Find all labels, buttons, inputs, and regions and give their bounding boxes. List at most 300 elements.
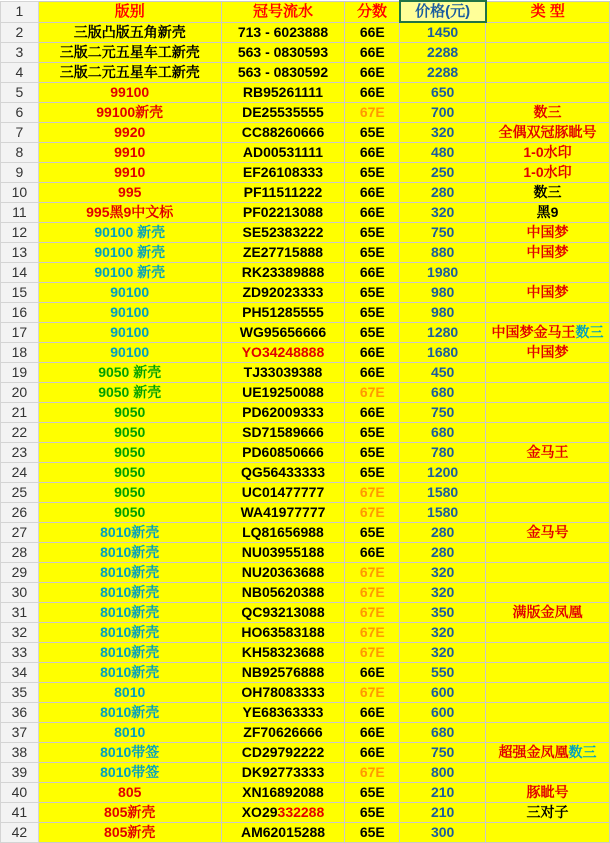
cell-score[interactable]: 67E — [345, 643, 400, 663]
cell-score[interactable]: 65E — [345, 823, 400, 843]
cell-version[interactable]: 9050 — [38, 403, 221, 423]
cell-version[interactable]: 9050 — [38, 443, 221, 463]
cell-price[interactable]: 280 — [400, 523, 486, 543]
cell-type[interactable] — [486, 22, 610, 43]
row-number[interactable]: 35 — [1, 683, 39, 703]
header-row — [1, 1, 610, 22]
cell-price[interactable]: 350 — [400, 603, 486, 623]
table-row — [1, 403, 610, 423]
type-label: 数三 — [533, 104, 562, 120]
type-label: 金马王 — [526, 444, 569, 460]
row-number[interactable]: 34 — [1, 663, 39, 683]
cell-version[interactable]: 90100 新壳 — [38, 243, 221, 263]
row-number[interactable]: 18 — [1, 343, 39, 363]
cell-score[interactable]: 67E — [345, 583, 400, 603]
cell-version[interactable]: 8010新壳 — [38, 543, 221, 563]
cell-score[interactable]: 65E — [345, 423, 400, 443]
cell-price[interactable]: 600 — [400, 703, 486, 723]
cell-serial[interactable]: QC93213088 — [221, 603, 345, 623]
cell-serial[interactable]: SE52383222 — [221, 223, 345, 243]
cell-version[interactable]: 90100 新壳 — [38, 263, 221, 283]
cell-type[interactable] — [486, 443, 610, 463]
cell-score[interactable]: 65E — [345, 163, 400, 183]
table-row — [1, 643, 610, 663]
cell-type[interactable] — [486, 743, 610, 763]
header-score[interactable]: 分数 — [345, 1, 400, 22]
table-row — [1, 223, 610, 243]
cell-serial[interactable]: ZF70626666 — [221, 723, 345, 743]
cell-score[interactable]: 65E — [345, 803, 400, 823]
serial-prefix: XO29 — [241, 804, 278, 820]
row-number[interactable]: 14 — [1, 263, 39, 283]
cell-serial[interactable]: 713 - 6023888 — [221, 22, 345, 43]
cell-version[interactable]: 805 — [38, 783, 221, 803]
cell-version[interactable]: 9050 — [38, 503, 221, 523]
table-row — [1, 623, 610, 643]
row-number[interactable]: 39 — [1, 763, 39, 783]
cell-price[interactable]: 320 — [400, 203, 486, 223]
row-number[interactable]: 31 — [1, 603, 39, 623]
cell-serial[interactable]: WG95656666 — [221, 323, 345, 343]
cell-score[interactable]: 65E — [345, 243, 400, 263]
table-row — [1, 363, 610, 383]
cell-serial[interactable]: CD29792222 — [221, 743, 345, 763]
cell-version[interactable]: 8010新壳 — [38, 663, 221, 683]
cell-score[interactable]: 67E — [345, 383, 400, 403]
header-type[interactable]: 类 型 — [486, 1, 610, 22]
cell-score[interactable]: 66E — [345, 83, 400, 103]
cell-price[interactable]: 480 — [400, 143, 486, 163]
cell-version[interactable]: 9050 新壳 — [38, 383, 221, 403]
row-number[interactable]: 32 — [1, 623, 39, 643]
table-row — [1, 83, 610, 103]
cell-price[interactable]: 780 — [400, 443, 486, 463]
cell-serial[interactable]: PH51285555 — [221, 303, 345, 323]
cell-serial[interactable] — [221, 803, 345, 823]
row-number[interactable]: 4 — [1, 63, 39, 83]
cell-serial[interactable]: AM62015288 — [221, 823, 345, 843]
row-number[interactable]: 1 — [1, 1, 39, 22]
cell-serial[interactable]: RB95261111 — [221, 83, 345, 103]
cell-version[interactable]: 9050 — [38, 423, 221, 443]
cell-version[interactable]: 8010新壳 — [38, 643, 221, 663]
type-label: 三对子 — [526, 804, 569, 820]
row-number[interactable]: 7 — [1, 123, 39, 143]
cell-score[interactable]: 65E — [345, 443, 400, 463]
cell-price[interactable]: 750 — [400, 223, 486, 243]
cell-score[interactable]: 65E — [345, 463, 400, 483]
cell-score[interactable]: 66E — [345, 43, 400, 63]
cell-price[interactable]: 320 — [400, 583, 486, 603]
cell-score[interactable]: 67E — [345, 483, 400, 503]
cell-score[interactable]: 67E — [345, 563, 400, 583]
cell-price[interactable]: 680 — [400, 723, 486, 743]
cell-price[interactable]: 750 — [400, 403, 486, 423]
cell-price[interactable]: 680 — [400, 383, 486, 403]
table-row — [1, 423, 610, 443]
cell-type[interactable] — [486, 143, 610, 163]
cell-version[interactable]: 90100 — [38, 303, 221, 323]
cell-score[interactable]: 67E — [345, 603, 400, 623]
cell-version[interactable]: 9050 新壳 — [38, 363, 221, 383]
type-label: 中国梦 — [526, 244, 569, 260]
cell-type[interactable] — [486, 683, 610, 703]
cell-score[interactable]: 66E — [345, 543, 400, 563]
cell-type[interactable] — [486, 523, 610, 543]
cell-serial[interactable]: DE25535555 — [221, 103, 345, 123]
cell-score[interactable]: 66E — [345, 183, 400, 203]
cell-score[interactable]: 66E — [345, 363, 400, 383]
row-number[interactable]: 36 — [1, 703, 39, 723]
row-number[interactable]: 24 — [1, 463, 39, 483]
cell-price[interactable]: 450 — [400, 363, 486, 383]
cell-serial[interactable]: DK92773333 — [221, 763, 345, 783]
cell-version[interactable]: 8010新壳 — [38, 583, 221, 603]
table-row — [1, 22, 610, 43]
cell-version[interactable]: 99100 — [38, 83, 221, 103]
cell-version[interactable]: 99100新壳 — [38, 103, 221, 123]
row-number[interactable]: 41 — [1, 803, 39, 823]
cell-serial[interactable]: QG56433333 — [221, 463, 345, 483]
cell-version[interactable]: 995黑9中文标 — [38, 203, 221, 223]
cell-score[interactable]: 66E — [345, 22, 400, 43]
cell-serial[interactable]: AD00531111 — [221, 143, 345, 163]
cell-version[interactable]: 8010 — [38, 683, 221, 703]
cell-version[interactable]: 9920 — [38, 123, 221, 143]
cell-price[interactable]: 1450 — [400, 22, 486, 43]
row-number[interactable]: 3 — [1, 43, 39, 63]
cell-version[interactable]: 90100 — [38, 343, 221, 363]
cell-score[interactable]: 65E — [345, 283, 400, 303]
table-row — [1, 263, 610, 283]
table-row — [1, 343, 610, 363]
table-row — [1, 463, 610, 483]
cell-price[interactable]: 320 — [400, 623, 486, 643]
cell-price[interactable]: 1580 — [400, 503, 486, 523]
cell-price[interactable]: 210 — [400, 803, 486, 823]
cell-serial[interactable]: LQ81656988 — [221, 523, 345, 543]
cell-type[interactable] — [486, 303, 610, 323]
cell-type[interactable] — [486, 663, 610, 683]
cell-score[interactable]: 66E — [345, 343, 400, 363]
table-row — [1, 543, 610, 563]
cell-price[interactable]: 320 — [400, 643, 486, 663]
type-label: 全偶双冠豚眦号 — [498, 124, 597, 140]
cell-type[interactable] — [486, 503, 610, 523]
cell-version[interactable]: 三版凸版五角新壳 — [38, 22, 221, 43]
row-number[interactable]: 27 — [1, 523, 39, 543]
cell-price[interactable]: 750 — [400, 743, 486, 763]
cell-serial[interactable]: WA41977777 — [221, 503, 345, 523]
row-number[interactable]: 21 — [1, 403, 39, 423]
row-number[interactable]: 22 — [1, 423, 39, 443]
table-row — [1, 783, 610, 803]
row-number[interactable]: 11 — [1, 203, 39, 223]
cell-serial[interactable]: PF11511222 — [221, 183, 345, 203]
row-number[interactable]: 33 — [1, 643, 39, 663]
type-label: 金马号 — [526, 524, 569, 540]
row-number[interactable]: 25 — [1, 483, 39, 503]
header-serial[interactable]: 冠号流水 — [221, 1, 345, 22]
cell-version[interactable]: 805新壳 — [38, 803, 221, 823]
cell-version[interactable]: 8010新壳 — [38, 603, 221, 623]
cell-version[interactable]: 三版二元五星车工新壳 — [38, 63, 221, 83]
cell-type[interactable] — [486, 603, 610, 623]
cell-version[interactable]: 9910 — [38, 143, 221, 163]
cell-price[interactable]: 650 — [400, 83, 486, 103]
cell-score[interactable]: 65E — [345, 223, 400, 243]
table-row — [1, 723, 610, 743]
cell-version[interactable]: 805新壳 — [38, 823, 221, 843]
table-row — [1, 323, 610, 343]
cell-type[interactable] — [486, 103, 610, 123]
row-number[interactable]: 26 — [1, 503, 39, 523]
cell-type[interactable] — [486, 243, 610, 263]
row-number[interactable]: 5 — [1, 83, 39, 103]
cell-type[interactable] — [486, 383, 610, 403]
cell-score[interactable]: 65E — [345, 783, 400, 803]
cell-score[interactable]: 66E — [345, 743, 400, 763]
row-number[interactable]: 17 — [1, 323, 39, 343]
table-row — [1, 803, 610, 823]
row-number[interactable]: 40 — [1, 783, 39, 803]
cell-serial[interactable]: KH58323688 — [221, 643, 345, 663]
cell-serial[interactable]: HO63583188 — [221, 623, 345, 643]
cell-score[interactable]: 67E — [345, 683, 400, 703]
cell-version[interactable]: 90100 新壳 — [38, 223, 221, 243]
header-price[interactable]: 价格(元) — [400, 1, 486, 22]
cell-serial[interactable]: EF26108333 — [221, 163, 345, 183]
cell-serial[interactable]: CC88260666 — [221, 123, 345, 143]
type-label: 数三 — [575, 324, 604, 340]
row-number[interactable]: 12 — [1, 223, 39, 243]
cell-price[interactable]: 600 — [400, 683, 486, 703]
row-number[interactable]: 37 — [1, 723, 39, 743]
cell-price[interactable]: 320 — [400, 563, 486, 583]
cell-type[interactable] — [486, 763, 610, 783]
cell-type[interactable] — [486, 643, 610, 663]
cell-type[interactable] — [486, 723, 610, 743]
cell-price[interactable]: 680 — [400, 423, 486, 443]
row-number[interactable]: 23 — [1, 443, 39, 463]
cell-serial[interactable]: UC01477777 — [221, 483, 345, 503]
cell-serial[interactable]: PF02213088 — [221, 203, 345, 223]
table-row — [1, 683, 610, 703]
cell-price[interactable]: 2288 — [400, 43, 486, 63]
cell-serial[interactable]: 563 - 0830593 — [221, 43, 345, 63]
cell-price[interactable]: 2288 — [400, 63, 486, 83]
row-number[interactable]: 2 — [1, 22, 39, 43]
cell-serial[interactable]: NB05620388 — [221, 583, 345, 603]
table-row — [1, 443, 610, 463]
cell-version[interactable]: 8010 — [38, 723, 221, 743]
cell-score[interactable]: 67E — [345, 623, 400, 643]
cell-version[interactable]: 三版二元五星车工新壳 — [38, 43, 221, 63]
cell-serial[interactable]: OH78083333 — [221, 683, 345, 703]
cell-price[interactable]: 980 — [400, 303, 486, 323]
cell-type[interactable] — [486, 323, 610, 343]
table-row — [1, 123, 610, 143]
cell-serial[interactable]: RK23389888 — [221, 263, 345, 283]
cell-version[interactable]: 8010新壳 — [38, 623, 221, 643]
cell-price[interactable]: 880 — [400, 243, 486, 263]
cell-score[interactable]: 65E — [345, 323, 400, 343]
cell-price[interactable]: 1980 — [400, 263, 486, 283]
cell-price[interactable]: 1280 — [400, 323, 486, 343]
cell-score[interactable]: 65E — [345, 523, 400, 543]
cell-price[interactable]: 800 — [400, 763, 486, 783]
cell-score[interactable]: 67E — [345, 503, 400, 523]
cell-type[interactable] — [486, 583, 610, 603]
cell-score[interactable]: 66E — [345, 203, 400, 223]
cell-score[interactable]: 66E — [345, 403, 400, 423]
cell-price[interactable]: 320 — [400, 123, 486, 143]
cell-price[interactable]: 280 — [400, 183, 486, 203]
table-row — [1, 163, 610, 183]
cell-price[interactable]: 550 — [400, 663, 486, 683]
table-row — [1, 243, 610, 263]
type-label: 中国梦 — [526, 224, 569, 240]
table-row — [1, 63, 610, 83]
row-number[interactable]: 30 — [1, 583, 39, 603]
cell-type[interactable] — [486, 803, 610, 823]
table-row — [1, 483, 610, 503]
cell-serial[interactable]: YO34248888 — [221, 343, 345, 363]
cell-version[interactable]: 9910 — [38, 163, 221, 183]
cell-version[interactable]: 8010新壳 — [38, 563, 221, 583]
header-version[interactable]: 版别 — [38, 1, 221, 22]
type-label: 1-0水印 — [523, 144, 572, 160]
table-row — [1, 823, 610, 843]
cell-price[interactable]: 980 — [400, 283, 486, 303]
cell-serial[interactable]: NB92576888 — [221, 663, 345, 683]
cell-version[interactable]: 8010新壳 — [38, 703, 221, 723]
cell-serial[interactable]: PD60850666 — [221, 443, 345, 463]
row-number[interactable]: 28 — [1, 543, 39, 563]
row-number[interactable]: 42 — [1, 823, 39, 843]
cell-version[interactable]: 995 — [38, 183, 221, 203]
table-row — [1, 503, 610, 523]
row-number[interactable]: 16 — [1, 303, 39, 323]
cell-type[interactable] — [486, 703, 610, 723]
type-label: 豚眦号 — [526, 784, 569, 800]
cell-serial[interactable]: ZD92023333 — [221, 283, 345, 303]
cell-price[interactable]: 250 — [400, 163, 486, 183]
cell-type[interactable] — [486, 283, 610, 303]
cell-version[interactable]: 9050 — [38, 483, 221, 503]
cell-serial[interactable]: 563 - 0830592 — [221, 63, 345, 83]
cell-type[interactable] — [486, 343, 610, 363]
cell-score[interactable]: 66E — [345, 63, 400, 83]
cell-score[interactable]: 66E — [345, 143, 400, 163]
cell-price[interactable]: 210 — [400, 783, 486, 803]
cell-type[interactable] — [486, 123, 610, 143]
cell-version[interactable]: 9050 — [38, 463, 221, 483]
type-label: 数三 — [533, 184, 562, 200]
cell-type[interactable] — [486, 783, 610, 803]
cell-version[interactable]: 8010新壳 — [38, 523, 221, 543]
cell-serial[interactable]: YE68363333 — [221, 703, 345, 723]
cell-version[interactable]: 90100 — [38, 323, 221, 343]
row-number[interactable]: 29 — [1, 563, 39, 583]
table-row — [1, 763, 610, 783]
cell-type[interactable] — [486, 263, 610, 283]
cell-type[interactable] — [486, 63, 610, 83]
cell-type[interactable] — [486, 183, 610, 203]
cell-type[interactable] — [486, 623, 610, 643]
cell-score[interactable]: 65E — [345, 303, 400, 323]
row-number[interactable]: 20 — [1, 383, 39, 403]
cell-type[interactable] — [486, 223, 610, 243]
cell-serial[interactable]: UE19250088 — [221, 383, 345, 403]
cell-serial[interactable]: NU03955188 — [221, 543, 345, 563]
cell-serial[interactable]: XN16892088 — [221, 783, 345, 803]
cell-price[interactable]: 300 — [400, 823, 486, 843]
cell-serial[interactable]: NU20363688 — [221, 563, 345, 583]
cell-type[interactable] — [486, 823, 610, 843]
cell-price[interactable]: 1580 — [400, 483, 486, 503]
cell-type[interactable] — [486, 463, 610, 483]
cell-score[interactable]: 66E — [345, 703, 400, 723]
cell-serial[interactable]: ZE27715888 — [221, 243, 345, 263]
type-label: 中国梦金马王 — [491, 324, 576, 340]
cell-score[interactable]: 66E — [345, 723, 400, 743]
cell-type[interactable] — [486, 363, 610, 383]
row-number[interactable]: 8 — [1, 143, 39, 163]
row-number[interactable]: 38 — [1, 743, 39, 763]
cell-version[interactable]: 90100 — [38, 283, 221, 303]
cell-type[interactable] — [486, 43, 610, 63]
row-number[interactable]: 19 — [1, 363, 39, 383]
cell-type[interactable] — [486, 423, 610, 443]
row-number[interactable]: 9 — [1, 163, 39, 183]
cell-version[interactable]: 8010带签 — [38, 743, 221, 763]
cell-version[interactable]: 8010带签 — [38, 763, 221, 783]
cell-type[interactable] — [486, 83, 610, 103]
table-row — [1, 563, 610, 583]
table-row — [1, 383, 610, 403]
cell-score[interactable]: 66E — [345, 663, 400, 683]
table-row — [1, 303, 610, 323]
type-label: 满版金凤凰 — [512, 604, 583, 620]
cell-type[interactable] — [486, 483, 610, 503]
cell-price[interactable]: 280 — [400, 543, 486, 563]
type-label: 中国梦 — [526, 284, 569, 300]
row-number[interactable]: 6 — [1, 103, 39, 123]
table-row — [1, 43, 610, 63]
cell-score[interactable]: 66E — [345, 263, 400, 283]
cell-serial[interactable]: PD62009333 — [221, 403, 345, 423]
table-row — [1, 143, 610, 163]
row-number[interactable]: 10 — [1, 183, 39, 203]
cell-serial[interactable]: SD71589666 — [221, 423, 345, 443]
cell-type[interactable] — [486, 163, 610, 183]
cell-score[interactable]: 67E — [345, 103, 400, 123]
cell-price[interactable]: 1200 — [400, 463, 486, 483]
cell-price[interactable]: 700 — [400, 103, 486, 123]
cell-type[interactable] — [486, 403, 610, 423]
table-row — [1, 743, 610, 763]
cell-price[interactable]: 1680 — [400, 343, 486, 363]
row-number[interactable]: 13 — [1, 243, 39, 263]
cell-serial[interactable]: TJ33039388 — [221, 363, 345, 383]
row-number[interactable]: 15 — [1, 283, 39, 303]
cell-type[interactable] — [486, 203, 610, 223]
cell-score[interactable]: 65E — [345, 123, 400, 143]
cell-type[interactable] — [486, 543, 610, 563]
cell-score[interactable]: 67E — [345, 763, 400, 783]
cell-type[interactable] — [486, 563, 610, 583]
